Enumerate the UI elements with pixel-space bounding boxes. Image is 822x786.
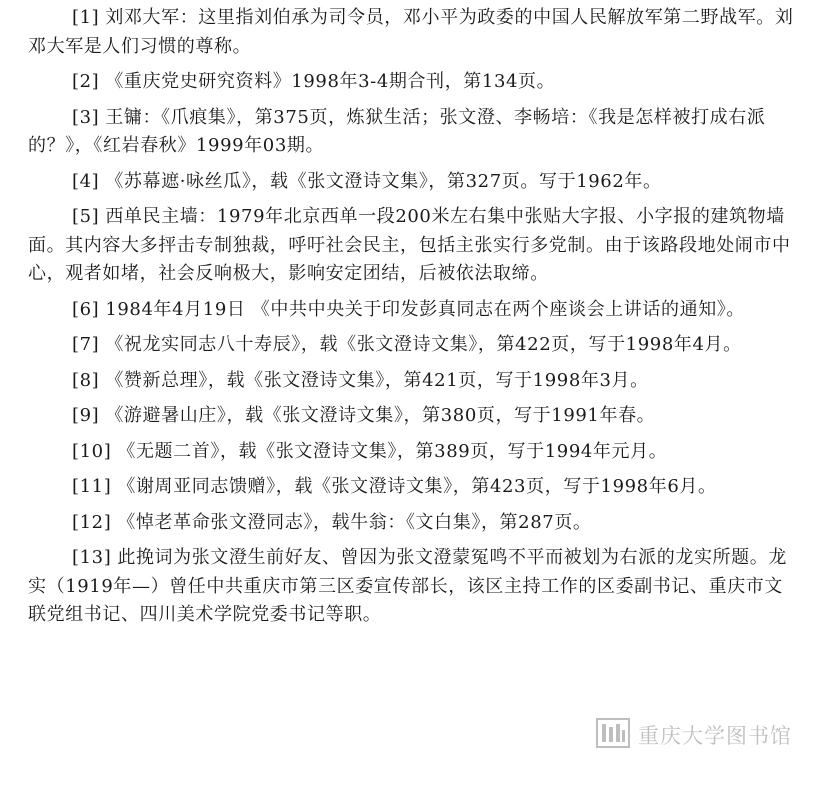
footnote bbox=[28, 68, 798, 97]
footnotes-list bbox=[28, 4, 798, 637]
footnote-number: [1] bbox=[72, 7, 100, 28]
footnote bbox=[28, 296, 798, 325]
footnote bbox=[28, 367, 798, 396]
watermark bbox=[596, 718, 792, 752]
footnote-text: 《游避暑山庄》，载《张文澄诗文集》，第380页，写于1991年春。 bbox=[105, 405, 656, 426]
footnote bbox=[28, 203, 798, 289]
footnote bbox=[28, 544, 798, 630]
footnote bbox=[28, 402, 798, 431]
footnote-text: 1984年4月19日 《中共中央关于印发彭真同志在两个座谈会上讲话的通知》。 bbox=[105, 298, 745, 320]
footnote-text: 此挽词为张文澄生前好友、曾因为张文澄蒙冤鸣不平而被划为右派的龙实所题。龙实（1919年—）曾任中共重庆市第三区委宣传部长，该区主持工作的区委副书记、重庆市文联党组书记、四川美术学院党委书记等职。 bbox=[28, 547, 787, 625]
footnote bbox=[28, 473, 798, 502]
footnote bbox=[28, 438, 798, 467]
footnote-number: [2] bbox=[72, 71, 100, 92]
footnote-number: [7] bbox=[72, 334, 100, 355]
footnote bbox=[28, 4, 798, 61]
footnote-number: [6] bbox=[72, 298, 100, 320]
footnote-number: [4] bbox=[72, 170, 100, 192]
footnote-number: [11] bbox=[72, 476, 112, 497]
footnote-number: [8] bbox=[72, 369, 100, 391]
footnote-text: 《悼老革命张文澄同志》，载牛翁：《文白集》，第287页。 bbox=[117, 511, 592, 533]
footnote-text: 《祝龙实同志八十寿辰》，载《张文澄诗文集》，第422页，写于1998年4月。 bbox=[105, 334, 742, 355]
footnote bbox=[28, 509, 798, 538]
watermark-text: 重庆大学图书馆 bbox=[638, 724, 792, 748]
footnote-text: 《重庆党史研究资料》1998年3-4期合刊，第134页。 bbox=[105, 71, 556, 92]
footnote-number: [12] bbox=[72, 511, 112, 533]
footnote-text: 《苏幕遮·咏丝瓜》，载《张文澄诗文集》，第327页。写于1962年。 bbox=[105, 170, 662, 192]
footnote-text: 西单民主墙：1979年北京西单一段200米左右集中张贴大字报、小字报的建筑物墙面。其内容大多抨击专制独裁，呼吁社会民主，包括主张实行多党制。由于该路段地处闹市中心，观者如堵，社会反响极大，影响安定团结，后被依法取缔。 bbox=[28, 206, 791, 284]
library-logo-icon bbox=[596, 718, 630, 752]
footnote bbox=[28, 104, 798, 161]
footnote bbox=[28, 331, 798, 360]
footnote-text: 《谢周亚同志馈赠》，载《张文澄诗文集》，第423页，写于1998年6月。 bbox=[117, 476, 717, 497]
footnote bbox=[28, 168, 798, 197]
footnote-number: [9] bbox=[72, 405, 100, 426]
footnote-text: 《赞新总理》，载《张文澄诗文集》，第421页，写于1998年3月。 bbox=[105, 369, 649, 391]
footnote-number: [5] bbox=[72, 206, 100, 227]
footnote-number: [13] bbox=[72, 547, 112, 568]
footnote-text: 刘邓大军：这里指刘伯承为司令员，邓小平为政委的中国人民解放军第二野战军。刘邓大军是人们习惯的尊称。 bbox=[28, 7, 794, 57]
footnote-number: [10] bbox=[72, 440, 112, 462]
footnote-text: 王镛：《爪痕集》，第375页，炼狱生活；张文澄、李畅培：《我是怎样被打成右派的？》，《红岩春秋》1999年03期。 bbox=[28, 106, 766, 156]
footnote-text: 《无题二首》，载《张文澄诗文集》，第389页，写于1994年元月。 bbox=[117, 440, 668, 462]
footnote-number: [3] bbox=[72, 106, 100, 128]
